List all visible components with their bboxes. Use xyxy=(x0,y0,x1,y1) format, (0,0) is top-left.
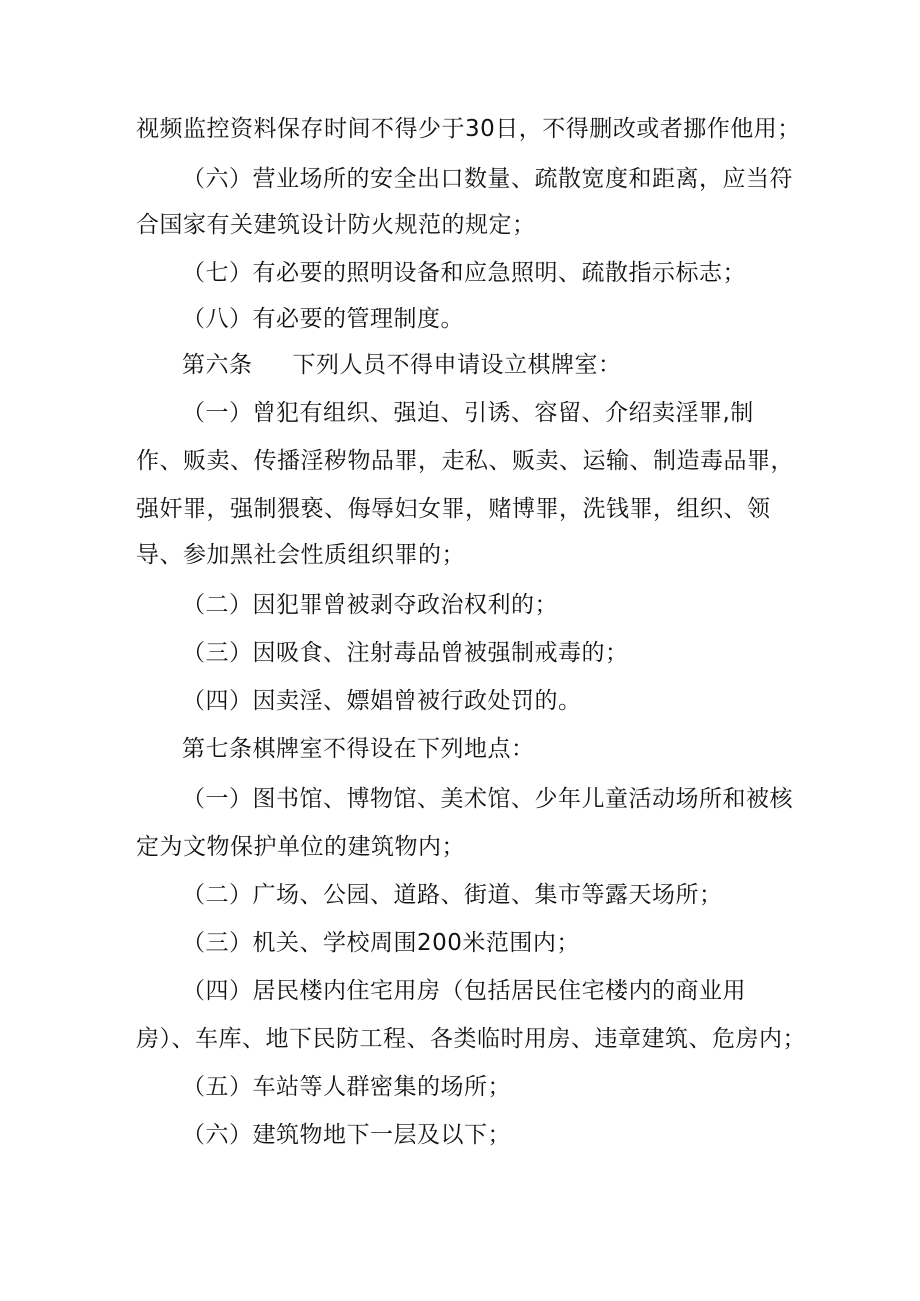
paragraph-line: 视频监控资料保存时间不得少于30日，不得删改或者挪作他用； xyxy=(136,116,801,142)
clause-item-3: （三）因吸食、注射毒品曾被强制戒毒的； xyxy=(182,640,629,666)
paragraph-line: 强奸罪，强制猥亵、侮辱妇女罪，赌博罪，洗钱罪，组织、领 xyxy=(136,496,771,522)
clause-item-2: （二）广场、公园、道路、街道、集市等露天场所； xyxy=(182,882,723,908)
clause-item-1: （一）曾犯有组织、强迫、引诱、容留、介绍卖淫罪,制 xyxy=(182,400,754,426)
clause-item-1: （一）图书馆、博物馆、美术馆、少年儿童活动场所和被核 xyxy=(182,786,793,812)
article-7-heading: 第七条棋牌室不得设在下列地点： xyxy=(182,736,535,762)
article-6-title: 下列人员不得申请设立棋牌室： xyxy=(292,352,622,378)
clause-item-3: （三）机关、学校周围200米范围内； xyxy=(182,930,580,956)
clause-item-2: （二）因犯罪曾被剥夺政治权利的； xyxy=(182,592,558,618)
article-6-heading xyxy=(182,350,622,380)
clause-item-4: （四）居民楼内住宅用房（包括居民住宅楼内的商业用 xyxy=(182,978,746,1004)
article-6-number: 第六条 xyxy=(182,352,253,378)
clause-item-5: （五）车站等人群密集的场所； xyxy=(182,1074,511,1100)
paragraph-line: 合国家有关建筑设计防火规范的规定； xyxy=(136,212,536,238)
paragraph-line: 定为文物保护单位的建筑物内； xyxy=(136,834,465,860)
paragraph-line: 作、贩卖、传播淫秽物品罪，走私、贩卖、运输、制造毒品罪， xyxy=(136,448,794,474)
clause-item-6: （六）营业场所的安全出口数量、疏散宽度和距离，应当符 xyxy=(182,166,793,192)
paragraph-line: 房）、车库、地下民防工程、各类临时用房、违章建筑、危房内； xyxy=(136,1026,806,1052)
clause-item-6: （六）建筑物地下一层及以下； xyxy=(182,1122,511,1148)
clause-item-4: （四）因卖淫、嫖娼曾被行政处罚的。 xyxy=(182,688,582,714)
clause-item-8: （八）有必要的管理制度。 xyxy=(182,306,464,332)
clause-item-7: （七）有必要的照明设备和应急照明、疏散指示标志； xyxy=(182,260,746,286)
paragraph-line: 导、参加黑社会性质组织罪的； xyxy=(136,542,465,568)
